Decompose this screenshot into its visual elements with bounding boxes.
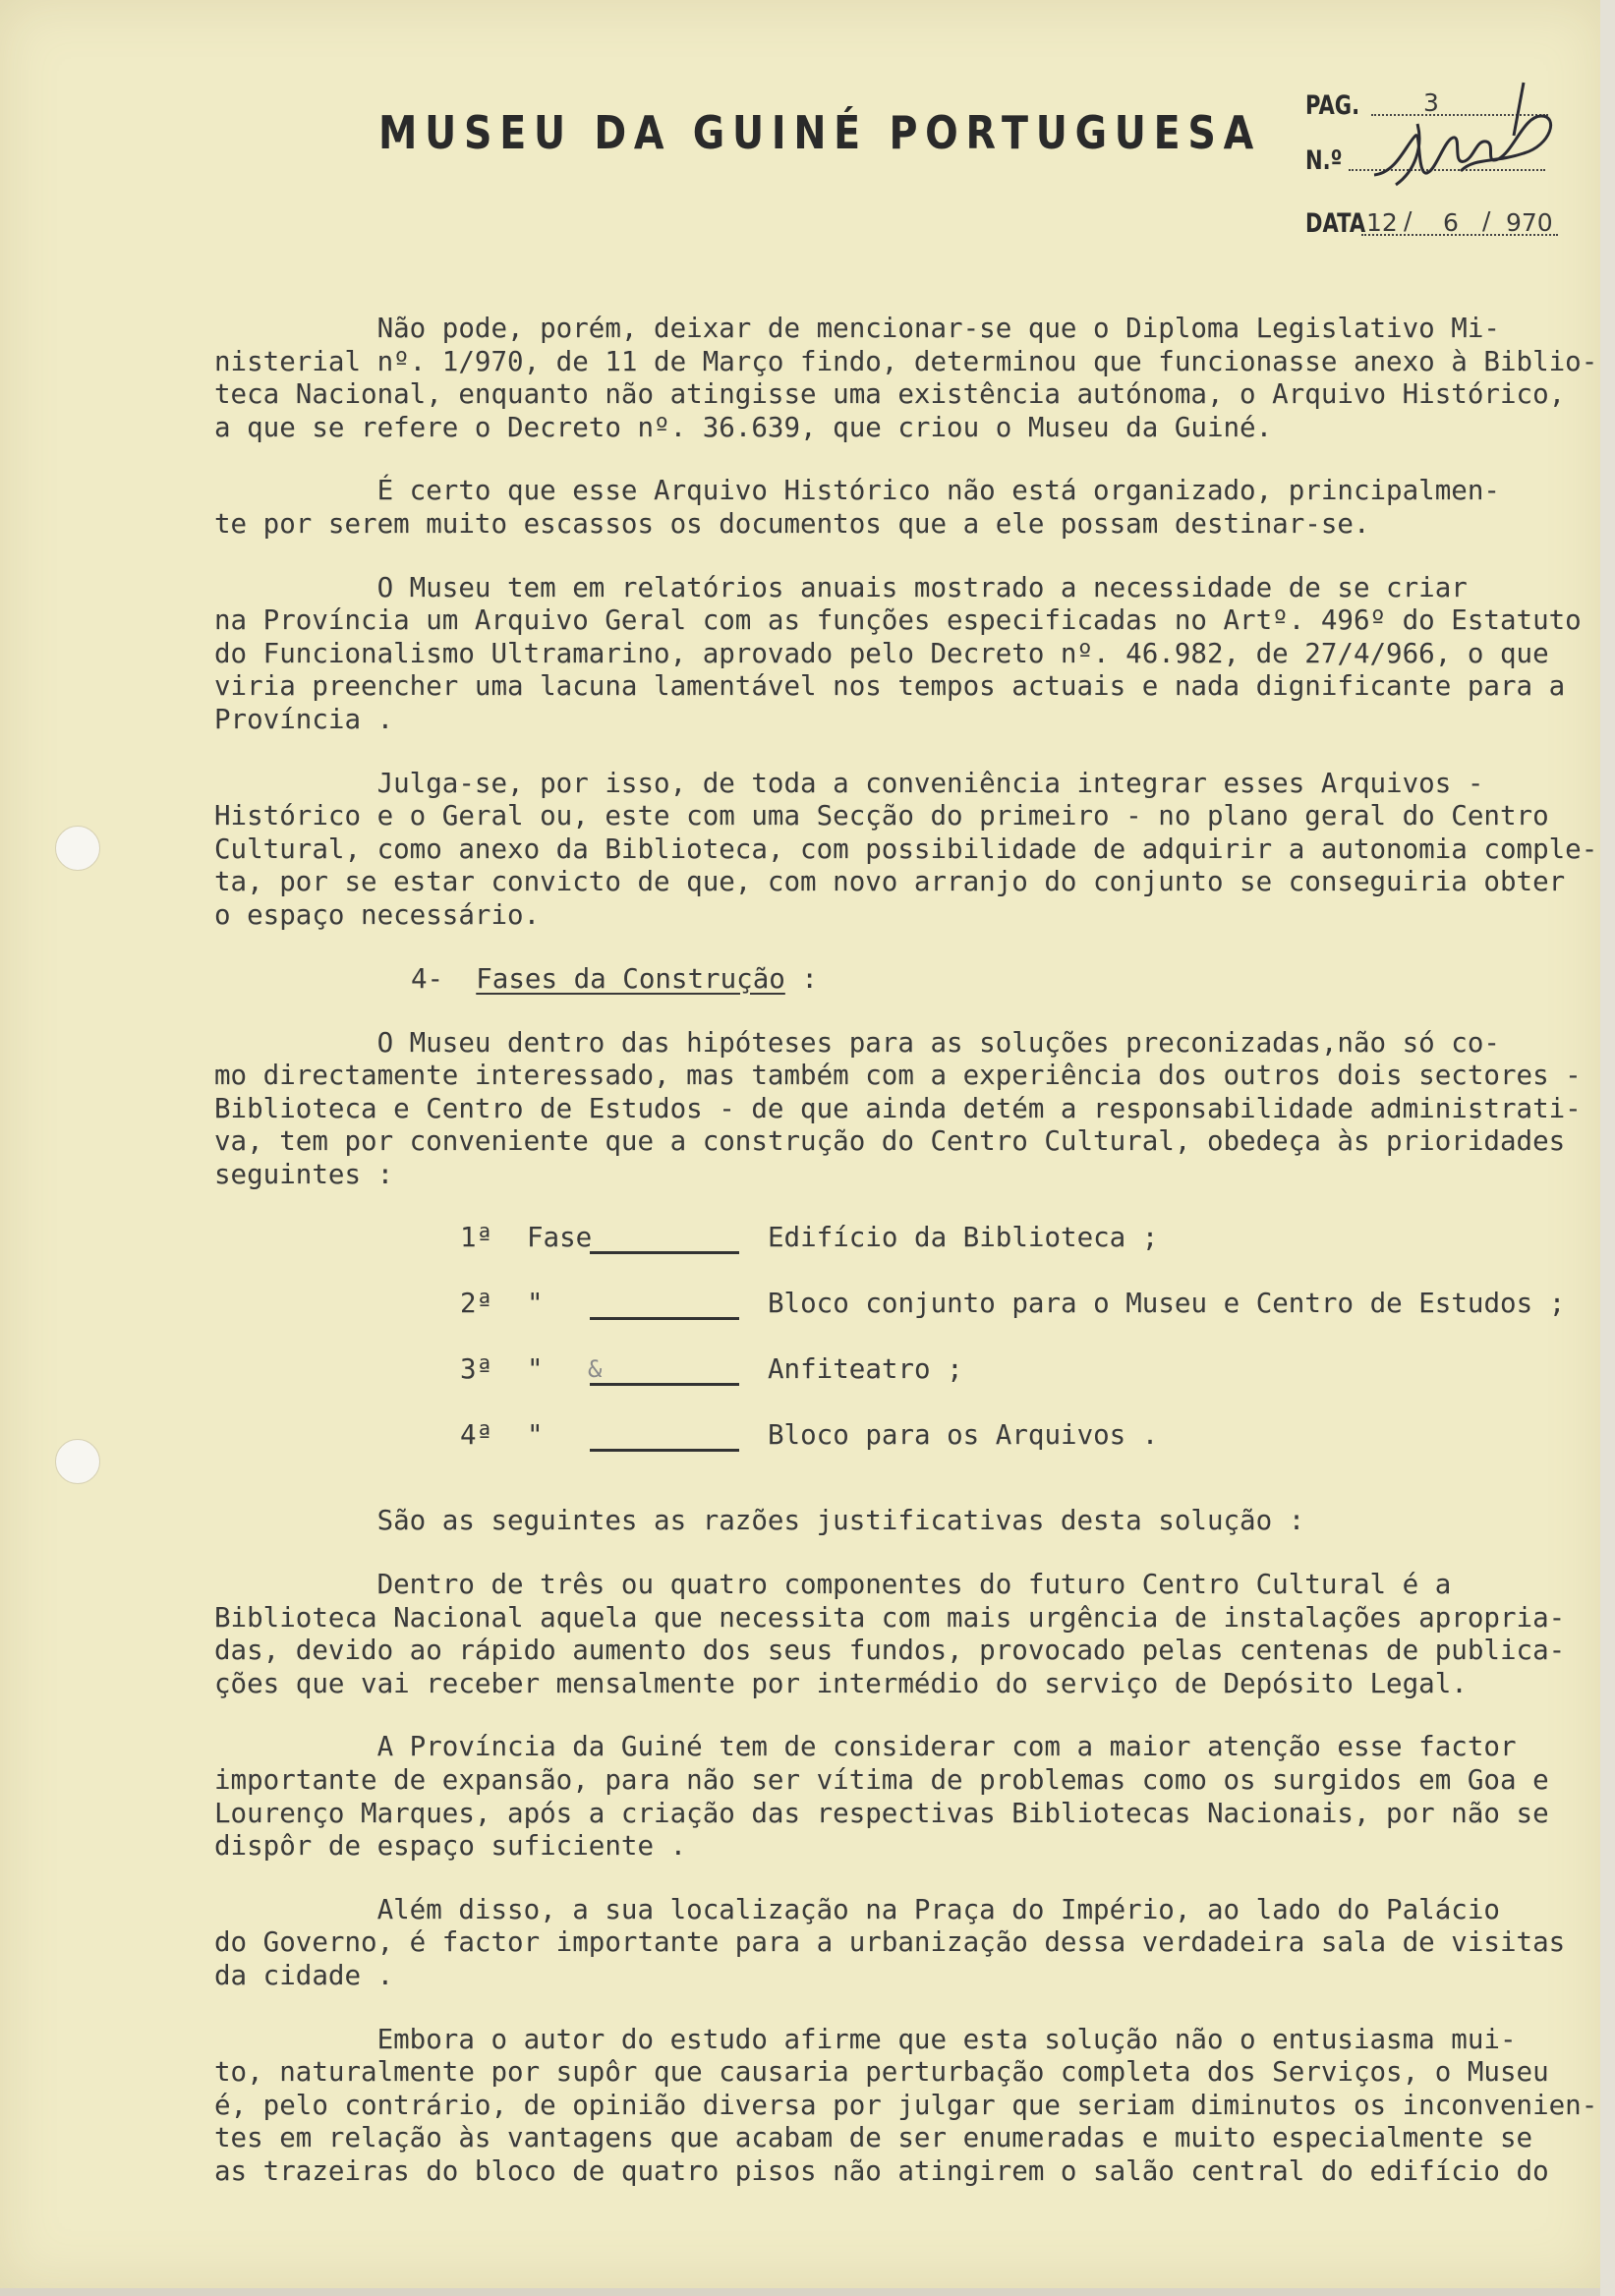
- phase-ordinal: 1ª: [460, 1222, 493, 1254]
- phase-label: Fase: [527, 1222, 593, 1254]
- text-line: a que se refere o Decreto nº. 36.639, que criou o Museu da Guiné.: [214, 411, 1273, 443]
- phase-description: Edifício da Biblioteca ;: [768, 1222, 1159, 1254]
- scan-edge: [1600, 0, 1615, 2296]
- section-paragraph: [214, 1027, 1600, 1192]
- section-number: 4-: [411, 962, 444, 995]
- text-line: Histórico e o Geral ou, este com uma Secção do primeiro - no plano geral do Centro: [214, 800, 1549, 832]
- body-paragraph: [214, 313, 1600, 444]
- phase-ordinal: 4ª: [460, 1419, 493, 1452]
- phase-list: [214, 1222, 1600, 1485]
- closing-paragraphs: [214, 1505, 1600, 2188]
- text-line: do Funcionalismo Ultramarino, aprovado pelo Decreto nº. 46.982, de 27/4/966, o que: [214, 637, 1549, 669]
- letterhead-title: MUSEU DA GUINÉ PORTUGUESA: [378, 106, 1262, 159]
- body-paragraph: [214, 1731, 1600, 1863]
- text-line: seguintes :: [214, 1158, 394, 1190]
- text-line: do Governo, é factor importante para a urbanização dessa verdadeira sala de visitas: [214, 1926, 1566, 1959]
- text-line: Cultural, como anexo da Biblioteca, com possibilidade de adquirir a autonomia comple-: [214, 832, 1598, 865]
- text-line: viria preencher uma lacuna lamentável nos tempos actuais e nada dignificante para a: [214, 670, 1566, 703]
- phase-dash-line: [590, 1251, 739, 1254]
- number-label: N.º: [1305, 145, 1343, 176]
- date-sep-2: /: [1482, 206, 1491, 235]
- phase-dash-line: [590, 1317, 739, 1320]
- text-line: Julga-se, por isso, de toda a conveniência integrar esses Arquivos -: [214, 767, 1484, 799]
- text-line: O Museu dentro das hipóteses para as soluções preconizadas,não só co-: [214, 1026, 1500, 1059]
- date-year: 970: [1506, 208, 1553, 237]
- text-line: te por serem muito escassos os documentos que a ele possam destinar-se.: [214, 507, 1370, 540]
- text-line: é, pelo contrário, de opinião diversa por julgar que seriam diminutos os inconvenien-: [214, 2089, 1598, 2121]
- body-paragraph: [214, 2024, 1600, 2189]
- page-label: PAG.: [1305, 90, 1360, 121]
- punch-hole-bottom: [55, 1439, 100, 1484]
- body-paragraph: [214, 475, 1600, 541]
- section-colon: :: [801, 962, 818, 995]
- body-paragraph: [214, 1894, 1600, 1993]
- text-line: A Província da Guiné tem de considerar com a maior atenção esse factor: [214, 1731, 1517, 1763]
- text-line: to, naturalmente por supôr que causaria perturbação completa dos Serviços, o Museu: [214, 2056, 1549, 2089]
- text-line: Dentro de três ou quatro componentes do futuro Centro Cultural é a: [214, 1569, 1452, 1601]
- phase-item: [214, 1419, 1600, 1485]
- body-paragraph: [214, 572, 1600, 737]
- text-line: as trazeiras do bloco de quatro pisos não atingirem o salão central do edifício do: [214, 2154, 1549, 2187]
- text-line: mo directamente interessado, mas também com a experiência dos outros dois sectores -: [214, 1060, 1582, 1092]
- text-line: O Museu tem em relatórios anuais mostrado a necessidade de se criar: [214, 571, 1468, 603]
- body-paragraph: [214, 768, 1600, 933]
- text-line: na Província um Arquivo Geral com as funções especificadas no Artº. 496º do Estatuto: [214, 604, 1582, 637]
- phase-label: ": [527, 1353, 544, 1386]
- text-line: teca Nacional, enquanto não atingisse uma existência autónoma, o Arquivo Histórico,: [214, 378, 1566, 411]
- phase-label: ": [527, 1419, 544, 1452]
- body-paragraph: [214, 1505, 1600, 1538]
- document-body: [214, 313, 1600, 2219]
- text-line: va, tem por conveniente que a construção do Centro Cultural, obedeça às prioridades: [214, 1125, 1566, 1158]
- phase-label: ": [527, 1288, 544, 1320]
- text-line: das, devido ao rápido aumento dos seus fundos, provocado pelas centenas de publica-: [214, 1635, 1566, 1667]
- text-line: ções que vai receber mensalmente por intermédio do serviço de Depósito Legal.: [214, 1667, 1468, 1699]
- text-line: Lourenço Marques, após a criação das respectivas Bibliotecas Nacionais, por não se: [214, 1797, 1549, 1829]
- text-line: Além disso, a sua localização na Praça do Império, ao lado do Palácio: [214, 1893, 1500, 1925]
- intro-paragraphs: [214, 313, 1600, 933]
- text-line: dispôr de espaço suficiente .: [214, 1830, 687, 1863]
- page-number: 3: [1423, 88, 1439, 117]
- body-paragraph: [214, 1569, 1600, 1700]
- section-heading: [214, 963, 1600, 997]
- section-title: Fases da Construção: [476, 962, 785, 995]
- text-line: importante de expansão, para não ser vítima de problemas como os surgidos em Goa e: [214, 1764, 1549, 1797]
- text-line: É certo que esse Arquivo Histórico não está organizado, principalmen-: [214, 475, 1500, 507]
- phase-dash-line: [590, 1383, 739, 1386]
- phase-item: [214, 1288, 1600, 1353]
- text-line: Embora o autor do estudo afirme que esta solução não o entusiasma mui-: [214, 2023, 1517, 2055]
- text-line: Biblioteca Nacional aquela que necessita com mais urgência de instalações apropria-: [214, 1601, 1566, 1634]
- phase-description: Anfiteatro ;: [768, 1353, 963, 1386]
- handwritten-signature: [1366, 77, 1573, 204]
- phase-description: Bloco para os Arquivos .: [768, 1419, 1159, 1452]
- phase-item: [214, 1222, 1600, 1288]
- date-sep-1: /: [1404, 206, 1413, 235]
- text-line: Província .: [214, 703, 394, 735]
- phase-dash-line: [590, 1449, 739, 1452]
- phase-ordinal: 3ª: [460, 1353, 493, 1386]
- text-line: São as seguintes as razões justificativas desta solução :: [214, 1505, 1305, 1537]
- date-month: 6: [1443, 208, 1459, 237]
- text-line: Não pode, porém, deixar de mencionar-se que o Diploma Legislativo Mi-: [214, 313, 1500, 344]
- date-label: DATA: [1305, 208, 1366, 239]
- text-line: o espaço necessário.: [214, 898, 541, 931]
- punch-hole-top: [55, 826, 100, 871]
- phase-mark: &: [588, 1355, 603, 1384]
- phase-ordinal: 2ª: [460, 1288, 493, 1320]
- phase-item: [214, 1353, 1600, 1419]
- text-line: Biblioteca e Centro de Estudos - de que ainda detém a responsabilidade administrati-: [214, 1092, 1582, 1124]
- phase-description: Bloco conjunto para o Museu e Centro de Estudos ;: [768, 1288, 1566, 1320]
- text-line: da cidade .: [214, 1960, 394, 1991]
- text-line: nisterial nº. 1/970, de 11 de Março findo, determinou que funcionasse anexo à Biblio-: [214, 345, 1598, 377]
- text-line: tes em relação às vantagens que acabam de ser enumeradas e muito especialmente se: [214, 2122, 1533, 2154]
- date-day: 12: [1366, 208, 1398, 237]
- text-line: ta, por se estar convicto de que, com novo arranjo do conjunto se conseguiria obter: [214, 866, 1566, 898]
